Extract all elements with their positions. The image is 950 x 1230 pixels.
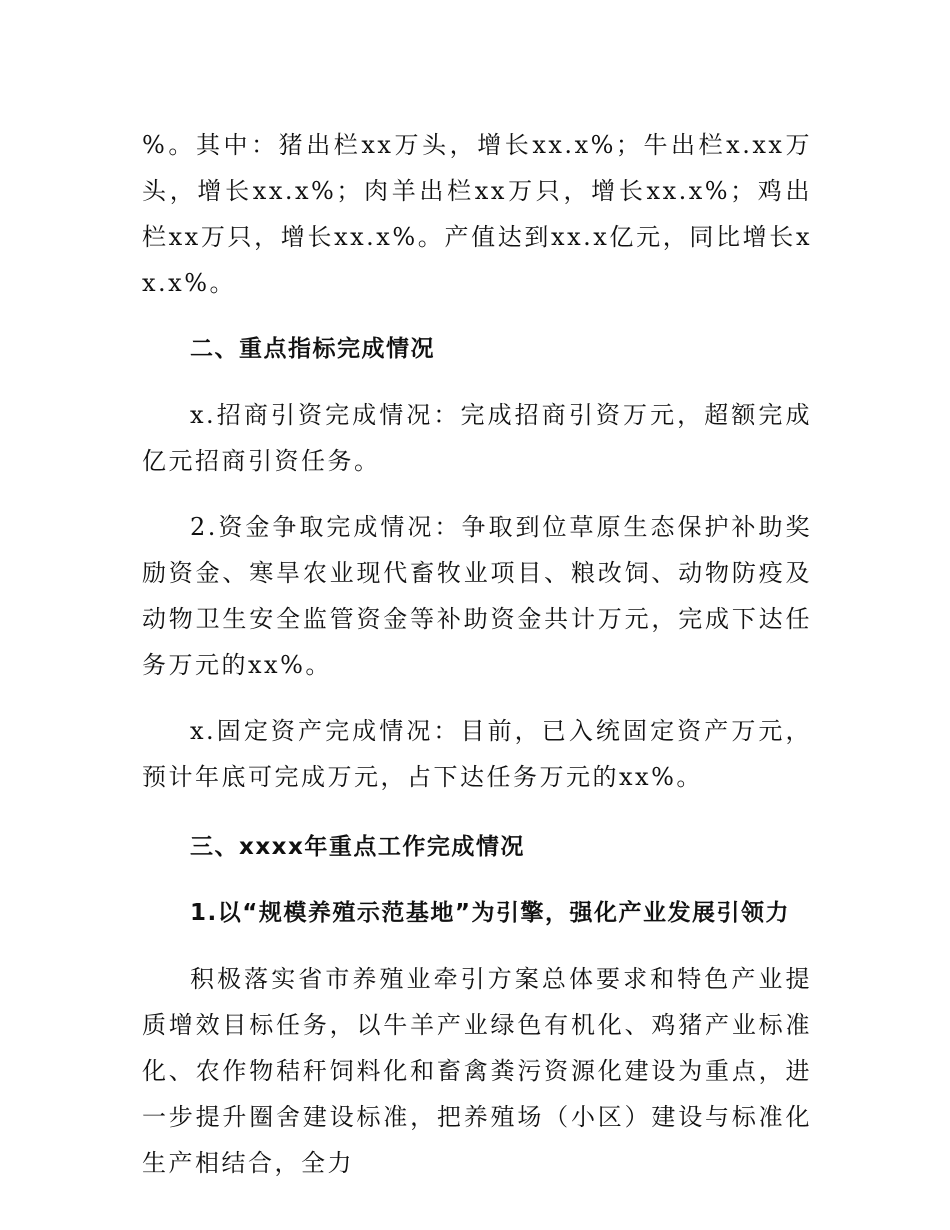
paragraph-livestock-output: %。其中：猪出栏xx万头，增长xx.x%；牛出栏x.xx万头，增长xx.x%；肉羊出栏xx万只，增长xx.x%；鸡出栏xx万只，增长xx.x%。产值达到xx.x亿元，同比增长xx.x%。: [142, 131, 812, 297]
spacer: [142, 484, 812, 504]
spacer: [142, 372, 812, 392]
section-heading-key-indicators: 二、重点指标完成情况: [190, 336, 435, 362]
document-body: [142, 122, 812, 1186]
paragraph-fixed-assets: x.固定资产完成情况：目前，已入统固定资产万元，预计年底可完成万元，占下达任务万元的xx%。: [142, 717, 812, 791]
spacer: [142, 870, 812, 890]
paragraph-investment: x.招商引资完成情况：完成招商引资万元，超额完成亿元招商引资任务。: [142, 401, 812, 475]
paragraph-implementation: 积极落实省市养殖业牵引方案总体要求和特色产业提质增效目标任务，以牛羊产业绿色有机化、鸡猪产业标准化、农作物秸秆饲料化和畜禽粪污资源化建设为重点，进一步提升圈舍建设标准，把养殖场（小区）建设与标准化生产相结合，全力: [142, 965, 812, 1177]
spacer: [142, 800, 812, 824]
spacer: [142, 936, 812, 956]
spacer: [142, 688, 812, 708]
subsection-heading-demo-base: 1.以“规模养殖示范基地”为引擎，强化产业发展引领力: [190, 900, 790, 926]
spacer: [142, 306, 812, 326]
paragraph-funding: 2.资金争取完成情况：争取到位草原生态保护补助奖励资金、寒旱农业现代畜牧业项目、粮改饲、动物防疫及动物卫生安全监管资金等补助资金共计万元，完成下达任务万元的xx%。: [142, 513, 812, 679]
section-heading-key-work: 三、xxxx年重点工作完成情况: [190, 834, 525, 860]
